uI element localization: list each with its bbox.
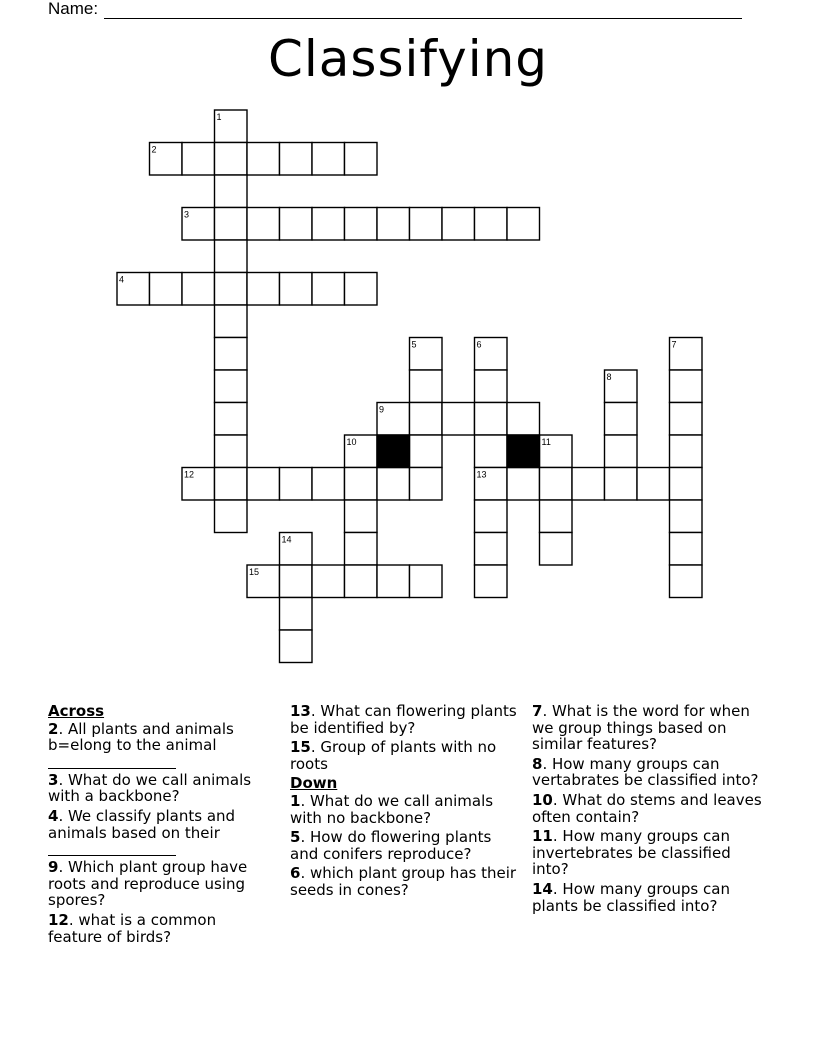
clue-number: 12 [48,910,69,929]
clue-text: . How many groups can vertabrates be classified into? [532,754,759,790]
clue-text: . We classify plants and animals based on their [48,806,236,842]
answer-blank [48,754,176,769]
grid-cell[interactable] [670,435,703,468]
grid-cell[interactable] [670,565,703,598]
grid-cell[interactable] [345,208,378,241]
clue-text: . How many groups can plants be classified into? [532,879,730,915]
clue-text: . What is the word for when we group things based on similar features? [532,702,750,754]
clue-number: 11 [532,827,553,846]
grid-cell[interactable] [312,565,345,598]
cell-number: 9 [379,404,385,415]
grid-cell[interactable] [280,208,313,241]
clue-number: 8 [532,754,543,773]
grid-cell[interactable] [442,208,475,241]
clue-text: . What do we call animals with a backbone? [48,770,252,806]
clue-item [48,859,270,909]
clues-column-2 [290,703,518,902]
grid-cell[interactable] [475,565,508,598]
name-label: Name: [48,0,99,18]
clue-text: . Group of plants with no roots [290,738,497,773]
cell-number: 4 [119,274,125,285]
clue-number: 10 [532,790,553,809]
grid-cell[interactable] [215,403,248,436]
grid-cell[interactable] [540,500,573,533]
grid-cell[interactable] [280,565,313,598]
cell-number: 7 [671,339,677,350]
clue-number: 5 [290,828,301,847]
grid-cell[interactable] [215,338,248,371]
grid-cell[interactable] [410,468,443,501]
clue-number: 13 [290,702,311,720]
clue-item [290,865,518,898]
clue-item [48,721,270,769]
clue-text: . How do flowering plants and conifers reproduce? [290,828,492,863]
grid-cell[interactable] [475,435,508,468]
clue-item [48,772,270,805]
grid-cell[interactable] [670,533,703,566]
cell-number: 6 [476,339,482,350]
clue-item [532,828,762,878]
grid-cell[interactable] [475,533,508,566]
grid-cell[interactable] [410,208,443,241]
grid-cell[interactable] [215,370,248,403]
clue-text: . All plants and animals b=elong to the animal [48,719,234,755]
grid-cell[interactable] [345,565,378,598]
grid-cell[interactable] [442,403,475,436]
grid-cell[interactable] [377,565,410,598]
clue-text: . which plant group has their seeds in cones? [290,864,517,899]
clue-item [290,793,518,826]
grid-cell[interactable] [345,143,378,176]
clue-number: 7 [532,702,543,720]
cell-number: 11 [541,437,551,447]
grid-cell[interactable] [377,208,410,241]
grid-cell[interactable] [312,208,345,241]
clue-text: . What do stems and leaves often contain? [532,790,762,826]
clue-item [532,756,762,789]
clues-column-1 [48,703,270,948]
grid-cell[interactable] [410,370,443,403]
grid-cell[interactable] [507,208,540,241]
grid-cell[interactable] [507,403,540,436]
grid-cell[interactable] [410,435,443,468]
grid-cell[interactable] [475,370,508,403]
grid-cell[interactable] [345,500,378,533]
grid-cell[interactable] [410,403,443,436]
black-cell [377,435,410,468]
clue-item [532,703,762,753]
grid-cell[interactable] [605,468,638,501]
clue-number: 3 [48,770,59,789]
grid-cell[interactable] [670,500,703,533]
grid-cell[interactable] [345,273,378,306]
grid-cell[interactable] [215,435,248,468]
grid-cell[interactable] [215,468,248,501]
cell-number: 8 [606,372,612,382]
grid-cell[interactable] [377,468,410,501]
clue-text: . How many groups can invertebrates be classified into? [532,827,731,879]
clue-item [290,739,518,772]
grid-cell[interactable] [572,468,605,501]
clue-number: 15 [290,738,311,757]
down-heading: Down [290,774,338,793]
clue-text: . What do we call animals with no backbone? [290,791,494,827]
grid-cell[interactable] [247,208,280,241]
clue-text: . what is a common feature of birds? [48,910,217,946]
clue-item [48,808,270,856]
cell-number: 14 [281,534,292,545]
cell-number: 2 [151,144,157,155]
grid-cell[interactable] [280,143,313,176]
clues-column-3 [532,703,762,917]
clue-number: 14 [532,879,553,898]
answer-blank [48,841,176,856]
grid-cell[interactable] [475,500,508,533]
clue-item [532,881,762,914]
clue-item [290,829,518,862]
clue-item [290,703,518,736]
grid-cell[interactable] [215,500,248,533]
grid-cell[interactable] [475,208,508,241]
clue-number: 4 [48,806,59,825]
page-title: Classifying [267,30,549,88]
grid-cell[interactable] [247,468,280,501]
black-cell [507,435,540,468]
grid-cell[interactable] [345,468,378,501]
grid-cell[interactable] [280,273,313,306]
grid-cell[interactable] [345,533,378,566]
grid-cell[interactable] [247,273,280,306]
grid-cell[interactable] [312,468,345,501]
grid-cell[interactable] [215,240,248,273]
grid-cell[interactable] [605,403,638,436]
grid-cell[interactable] [637,468,670,501]
cell-number: 3 [184,209,190,220]
grid-cell[interactable] [670,370,703,403]
cell-number: 13 [476,469,487,480]
clue-item [532,792,762,825]
grid-cell[interactable] [507,468,540,501]
grid-cell[interactable] [280,630,313,663]
grid-cell[interactable] [150,273,183,306]
cell-number: 10 [346,437,357,447]
grid-cell[interactable] [670,403,703,436]
grid-cell[interactable] [215,143,248,176]
grid-cell[interactable] [540,533,573,566]
clue-text: . What can flowering plants be identified by? [290,702,517,737]
clue-item [48,912,270,945]
grid-cell[interactable] [670,468,703,501]
grid-cell[interactable] [475,403,508,436]
clue-number: 9 [48,858,59,877]
grid-cell[interactable] [280,468,313,501]
grid-cell[interactable] [540,468,573,501]
clue-text: . Which plant group have roots and reproduce using spores? [48,858,248,910]
cell-number: 1 [216,112,222,122]
cell-number: 5 [411,339,417,350]
grid-cell[interactable] [280,598,313,631]
grid-cell[interactable] [215,175,248,208]
grid-cell[interactable] [605,435,638,468]
grid-cell[interactable] [215,208,248,241]
grid-cell[interactable] [182,143,215,176]
clue-number: 2 [48,719,59,738]
across-heading: Across [48,702,105,720]
grid-cell[interactable] [215,305,248,338]
cell-number: 12 [184,469,195,480]
grid-cell[interactable] [410,565,443,598]
cell-number: 15 [249,567,260,577]
clue-number: 6 [290,864,301,883]
grid-cell[interactable] [312,273,345,306]
grid-cell[interactable] [182,273,215,306]
grid-cell[interactable] [312,143,345,176]
grid-cell[interactable] [215,273,248,306]
grid-cell[interactable] [247,143,280,176]
clue-number: 1 [290,791,301,810]
